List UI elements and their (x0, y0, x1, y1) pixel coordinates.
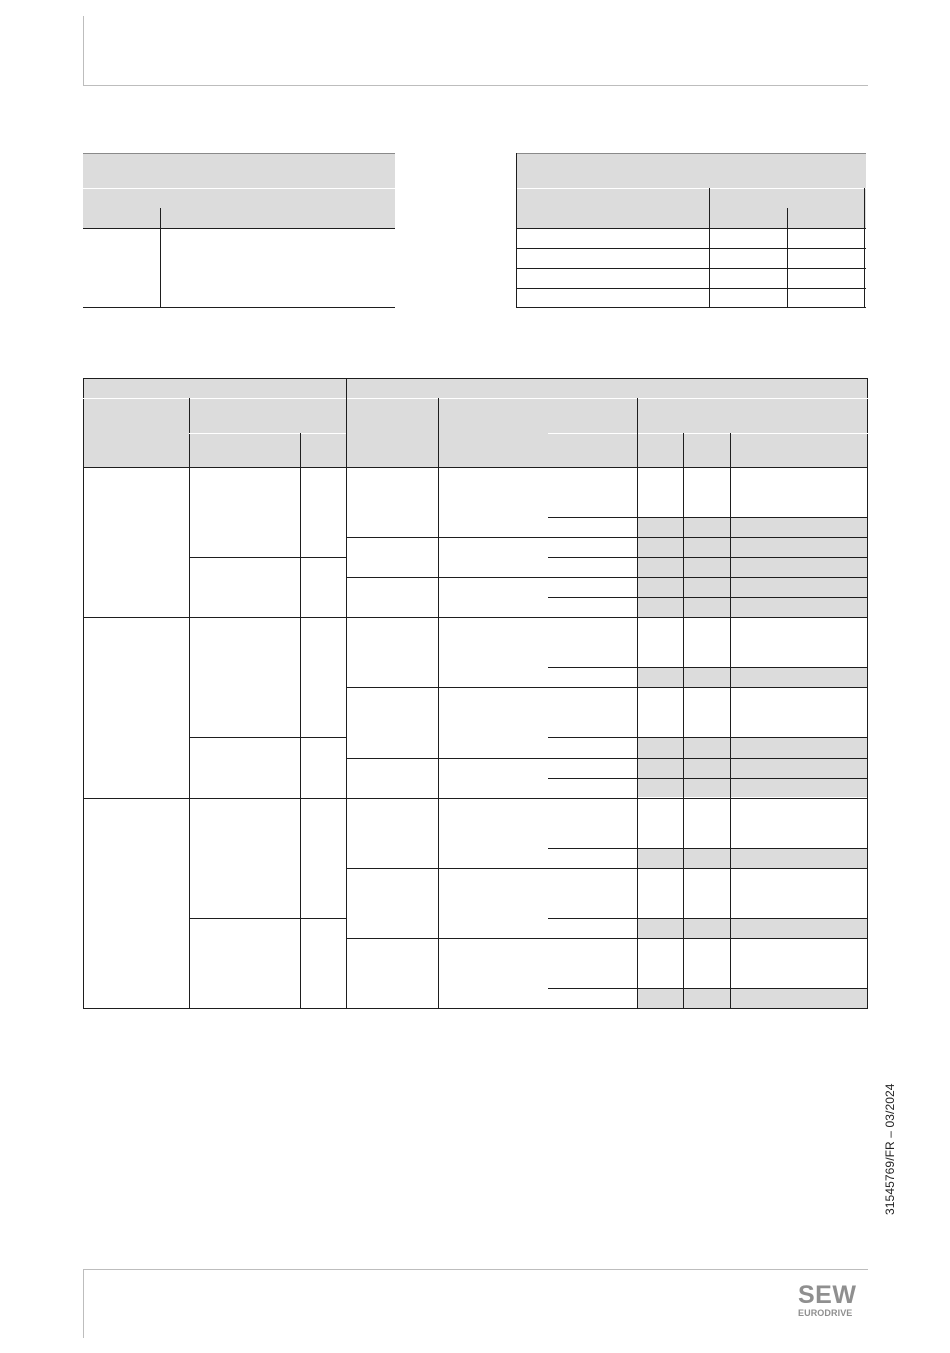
document-code: 31545769/FR – 03/2024 (883, 1083, 897, 1215)
sew-eurodrive-logo (798, 1283, 870, 1317)
logo-main-text: SEW (798, 1281, 857, 1309)
logo-sub-text: EURODRIVE (798, 1308, 853, 1318)
